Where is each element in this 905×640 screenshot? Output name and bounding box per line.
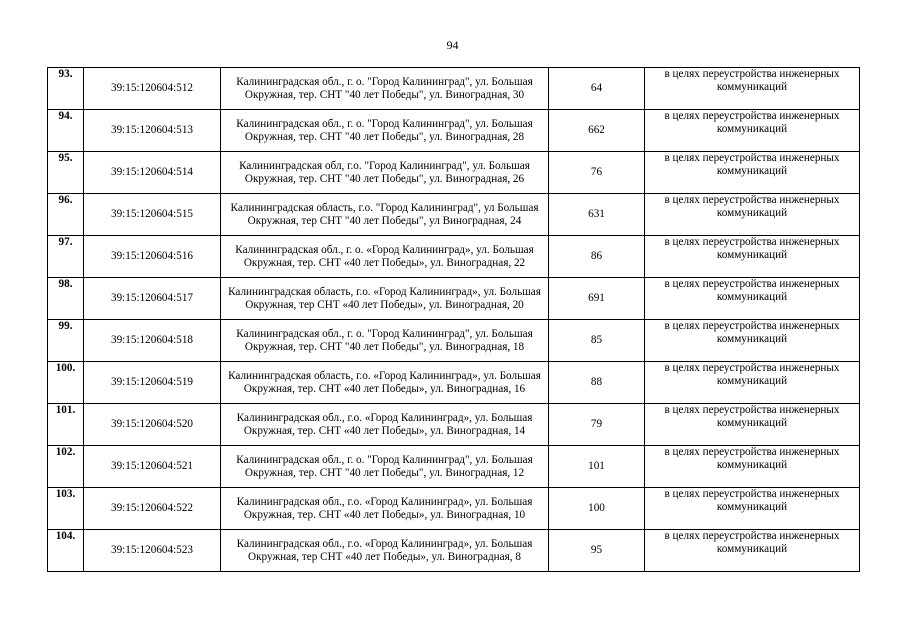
table-row xyxy=(48,362,860,404)
plot-address: Калининградская область, г.о. «Город Калининград», ул. Большая Окружная, тер СНТ «40 лет Победы», ул. Виноградная, 20 xyxy=(221,278,549,320)
purpose: в целях переустройства инженерных коммуникаций xyxy=(645,530,860,572)
plot-address: Калининградская обл., г. о. "Город Калининград", ул. Большая Окружная, тер. СНТ "40 лет Победы", ул. Виноградная, 28 xyxy=(221,110,549,152)
row-number: 94. xyxy=(48,110,84,152)
purpose: в целях переустройства инженерных коммуникаций xyxy=(645,152,860,194)
table-row xyxy=(48,152,860,194)
purpose: в целях переустройства инженерных коммуникаций xyxy=(645,236,860,278)
row-number: 93. xyxy=(48,68,84,110)
plot-area: 662 xyxy=(549,110,645,152)
purpose: в целях переустройства инженерных коммуникаций xyxy=(645,362,860,404)
cadastral-number: 39:15:120604:523 xyxy=(84,530,221,572)
plot-area: 86 xyxy=(549,236,645,278)
plot-area: 76 xyxy=(549,152,645,194)
cadastral-number: 39:15:120604:516 xyxy=(84,236,221,278)
plot-address: Калининградская обл., г. о. «Город Калининград», ул. Большая Окружная, тер. СНТ «40 лет Победы», ул. Виноградная, 22 xyxy=(221,236,549,278)
plot-address: Калининградская область, г.о. "Город Калининград", ул Большая Окружная, тер СНТ "40 лет Победы", ул Виноградная, 24 xyxy=(221,194,549,236)
plot-area: 631 xyxy=(549,194,645,236)
land-plots-table xyxy=(47,67,860,572)
purpose: в целях переустройства инженерных коммуникаций xyxy=(645,488,860,530)
row-number: 103. xyxy=(48,488,84,530)
plot-address: Калининградская обл., г. о. "Город Калининград", ул. Большая Окружная, тер. СНТ "40 лет Победы", ул. Виноградная, 12 xyxy=(221,446,549,488)
table-row xyxy=(48,320,860,362)
cadastral-number: 39:15:120604:515 xyxy=(84,194,221,236)
purpose: в целях переустройства инженерных коммуникаций xyxy=(645,320,860,362)
row-number: 99. xyxy=(48,320,84,362)
row-number: 100. xyxy=(48,362,84,404)
purpose: в целях переустройства инженерных коммуникаций xyxy=(645,110,860,152)
table-row xyxy=(48,446,860,488)
plot-area: 88 xyxy=(549,362,645,404)
plot-address: Калининградская область, г.о. «Город Калининград», ул. Большая Окружная, тер. СНТ «40 лет Победы», ул. Виноградная, 16 xyxy=(221,362,549,404)
purpose: в целях переустройства инженерных коммуникаций xyxy=(645,278,860,320)
page-number: 94 xyxy=(446,38,459,52)
cadastral-number: 39:15:120604:514 xyxy=(84,152,221,194)
plot-address: Калининградская обл., г.о. «Город Калининград», ул. Большая Окружная, тер. СНТ «40 лет Победы», ул. Виноградная, 10 xyxy=(221,488,549,530)
row-number: 101. xyxy=(48,404,84,446)
cadastral-number: 39:15:120604:517 xyxy=(84,278,221,320)
plot-address: Калининградская обл., г.о. «Город Калининград», ул. Большая Окружная, тер. СНТ «40 лет Победы», ул. Виноградная, 14 xyxy=(221,404,549,446)
row-number: 98. xyxy=(48,278,84,320)
plot-area: 79 xyxy=(549,404,645,446)
cadastral-number: 39:15:120604:519 xyxy=(84,362,221,404)
row-number: 97. xyxy=(48,236,84,278)
plot-area: 100 xyxy=(549,488,645,530)
row-number: 96. xyxy=(48,194,84,236)
purpose: в целях переустройства инженерных коммуникаций xyxy=(645,404,860,446)
table-row xyxy=(48,68,860,110)
cadastral-number: 39:15:120604:520 xyxy=(84,404,221,446)
table-row xyxy=(48,404,860,446)
plot-address: Калининградская обл., г. о. "Город Калининград", ул. Большая Окружная, тер. СНТ "40 лет Победы", ул. Виноградная, 30 xyxy=(221,68,549,110)
plot-address: Калининградская обл, г.о. "Город Калининград", ул. Большая Окружная, тер. СНТ "40 лет Победы", ул. Виноградная, 26 xyxy=(221,152,549,194)
plot-area: 691 xyxy=(549,278,645,320)
table-row xyxy=(48,530,860,572)
table-row xyxy=(48,488,860,530)
plot-address: Калининградская обл., г.о. «Город Калининград», ул. Большая Окружная, тер СНТ «40 лет Победы», ул. Виноградная, 8 xyxy=(221,530,549,572)
table-row xyxy=(48,194,860,236)
row-number: 102. xyxy=(48,446,84,488)
plot-area: 64 xyxy=(549,68,645,110)
plot-address: Калининградская обл., г. о. "Город Калининград", ул. Большая Окружная, тер. СНТ "40 лет Победы", ул. Виноградная, 18 xyxy=(221,320,549,362)
table-row xyxy=(48,236,860,278)
cadastral-number: 39:15:120604:521 xyxy=(84,446,221,488)
cadastral-number: 39:15:120604:513 xyxy=(84,110,221,152)
row-number: 104. xyxy=(48,530,84,572)
row-number: 95. xyxy=(48,152,84,194)
plot-area: 95 xyxy=(549,530,645,572)
cadastral-number: 39:15:120604:512 xyxy=(84,68,221,110)
purpose: в целях переустройства инженерных коммуникаций xyxy=(645,68,860,110)
plot-area: 101 xyxy=(549,446,645,488)
cadastral-number: 39:15:120604:522 xyxy=(84,488,221,530)
purpose: в целях переустройства инженерных коммуникаций xyxy=(645,194,860,236)
purpose: в целях переустройства инженерных коммуникаций xyxy=(645,446,860,488)
table-row xyxy=(48,278,860,320)
cadastral-number: 39:15:120604:518 xyxy=(84,320,221,362)
plot-area: 85 xyxy=(549,320,645,362)
land-plots-table-body xyxy=(48,68,860,572)
table-row xyxy=(48,110,860,152)
